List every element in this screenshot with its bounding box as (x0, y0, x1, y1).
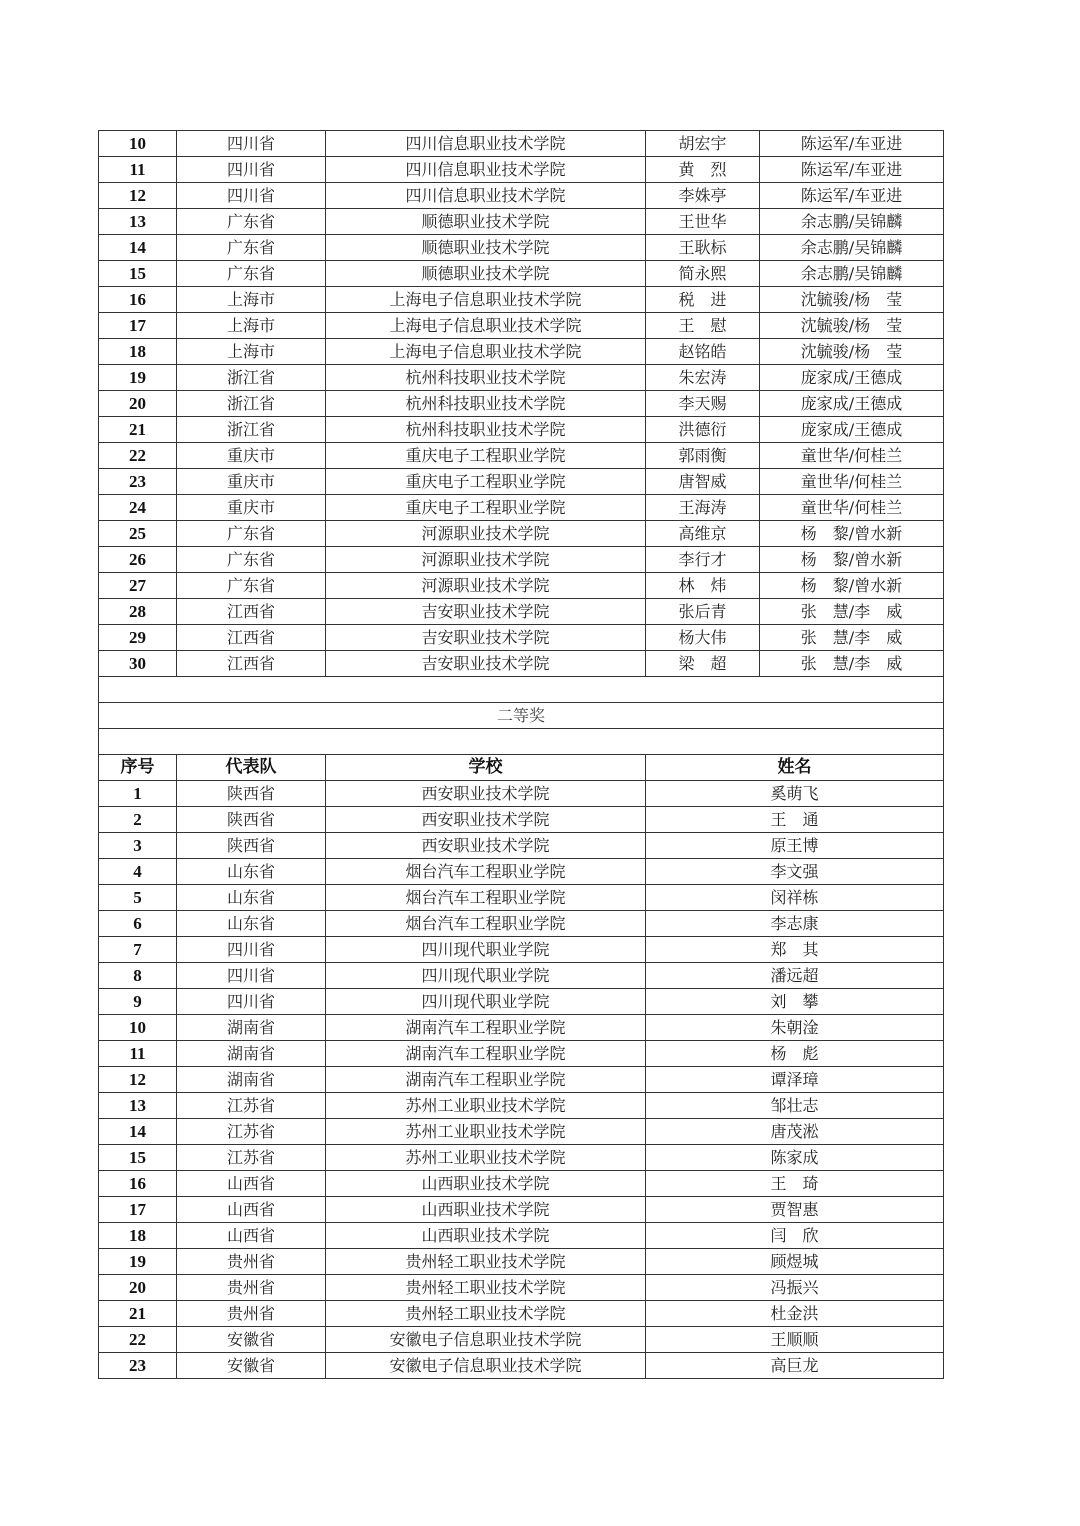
row-school: 西安职业技术学院 (326, 833, 646, 859)
row-school: 山西职业技术学院 (326, 1171, 646, 1197)
row-number: 21 (99, 1301, 177, 1327)
row-coach: 沈毓骏/杨 莹 (760, 339, 944, 365)
row-number: 1 (99, 781, 177, 807)
row-coach: 陈运军/车亚进 (760, 131, 944, 157)
row-team: 四川省 (177, 989, 326, 1015)
row-school: 四川信息职业技术学院 (326, 157, 646, 183)
header-no: 序号 (99, 755, 177, 781)
row-number: 2 (99, 807, 177, 833)
row-team: 山西省 (177, 1197, 326, 1223)
table-row (99, 287, 944, 313)
row-number: 6 (99, 911, 177, 937)
row-number: 22 (99, 443, 177, 469)
row-name: 郑 其 (646, 937, 944, 963)
row-number: 14 (99, 235, 177, 261)
row-name: 顾煜城 (646, 1249, 944, 1275)
row-name: 王顺顺 (646, 1327, 944, 1353)
row-school: 河源职业技术学院 (326, 521, 646, 547)
row-name: 高维京 (646, 521, 760, 547)
table-row (99, 157, 944, 183)
row-name: 赵铭皓 (646, 339, 760, 365)
row-team: 山东省 (177, 885, 326, 911)
row-school: 杭州科技职业技术学院 (326, 417, 646, 443)
row-school: 四川信息职业技术学院 (326, 131, 646, 157)
row-team: 陕西省 (177, 833, 326, 859)
row-name: 潘远超 (646, 963, 944, 989)
row-name: 王 通 (646, 807, 944, 833)
table-row (99, 495, 944, 521)
row-number: 15 (99, 261, 177, 287)
row-school: 贵州轻工职业技术学院 (326, 1301, 646, 1327)
row-team: 山东省 (177, 859, 326, 885)
row-school: 上海电子信息职业技术学院 (326, 287, 646, 313)
table-row (99, 209, 944, 235)
row-name: 胡宏宇 (646, 131, 760, 157)
row-school: 西安职业技术学院 (326, 807, 646, 833)
row-coach: 陈运军/车亚进 (760, 183, 944, 209)
row-team: 四川省 (177, 937, 326, 963)
row-school: 贵州轻工职业技术学院 (326, 1275, 646, 1301)
header-team: 代表队 (177, 755, 326, 781)
table-row (99, 1171, 944, 1197)
table-row (99, 1353, 944, 1379)
table-row (99, 1015, 944, 1041)
table-row (99, 1275, 944, 1301)
row-team: 江西省 (177, 599, 326, 625)
table-row (99, 235, 944, 261)
row-name: 李文强 (646, 859, 944, 885)
row-school: 安徽电子信息职业技术学院 (326, 1353, 646, 1379)
row-team: 陕西省 (177, 781, 326, 807)
row-number: 16 (99, 287, 177, 313)
table-row (99, 807, 944, 833)
row-number: 18 (99, 339, 177, 365)
row-school: 山西职业技术学院 (326, 1223, 646, 1249)
row-team: 山东省 (177, 911, 326, 937)
award-table (98, 130, 944, 1379)
row-team: 广东省 (177, 209, 326, 235)
row-number: 17 (99, 313, 177, 339)
table-row (99, 1145, 944, 1171)
row-team: 四川省 (177, 963, 326, 989)
row-number: 3 (99, 833, 177, 859)
row-coach: 童世华/何桂兰 (760, 443, 944, 469)
row-number: 21 (99, 417, 177, 443)
table-row (99, 573, 944, 599)
row-name: 王海涛 (646, 495, 760, 521)
row-team: 上海市 (177, 313, 326, 339)
row-team: 广东省 (177, 261, 326, 287)
row-number: 12 (99, 1067, 177, 1093)
table-row (99, 313, 944, 339)
table-row (99, 339, 944, 365)
row-name: 谭泽璋 (646, 1067, 944, 1093)
row-coach: 余志鹏/吴锦麟 (760, 209, 944, 235)
row-number: 11 (99, 1041, 177, 1067)
row-school: 烟台汽车工程职业学院 (326, 911, 646, 937)
row-team: 重庆市 (177, 443, 326, 469)
table-row (99, 1119, 944, 1145)
row-coach: 沈毓骏/杨 莹 (760, 313, 944, 339)
row-number: 8 (99, 963, 177, 989)
row-team: 陕西省 (177, 807, 326, 833)
row-name: 刘 攀 (646, 989, 944, 1015)
row-number: 5 (99, 885, 177, 911)
row-school: 吉安职业技术学院 (326, 599, 646, 625)
table-row (99, 1093, 944, 1119)
row-name: 杨大伟 (646, 625, 760, 651)
row-team: 上海市 (177, 287, 326, 313)
row-team: 江苏省 (177, 1119, 326, 1145)
row-team: 贵州省 (177, 1301, 326, 1327)
table-row (99, 885, 944, 911)
row-school: 贵州轻工职业技术学院 (326, 1249, 646, 1275)
table-row (99, 1197, 944, 1223)
row-school: 重庆电子工程职业学院 (326, 495, 646, 521)
row-team: 江苏省 (177, 1145, 326, 1171)
row-school: 山西职业技术学院 (326, 1197, 646, 1223)
row-name: 李行才 (646, 547, 760, 573)
row-name: 杜金洪 (646, 1301, 944, 1327)
row-school: 四川现代职业学院 (326, 937, 646, 963)
row-school: 杭州科技职业技术学院 (326, 365, 646, 391)
row-team: 重庆市 (177, 469, 326, 495)
row-school: 烟台汽车工程职业学院 (326, 885, 646, 911)
row-number: 12 (99, 183, 177, 209)
row-school: 顺德职业技术学院 (326, 235, 646, 261)
table-row (99, 859, 944, 885)
row-name: 王 琦 (646, 1171, 944, 1197)
row-number: 19 (99, 1249, 177, 1275)
row-name: 李志康 (646, 911, 944, 937)
row-team: 安徽省 (177, 1353, 326, 1379)
table-row (99, 443, 944, 469)
row-number: 27 (99, 573, 177, 599)
row-coach: 庞家成/王德成 (760, 391, 944, 417)
row-number: 11 (99, 157, 177, 183)
row-school: 安徽电子信息职业技术学院 (326, 1327, 646, 1353)
row-school: 四川信息职业技术学院 (326, 183, 646, 209)
row-coach: 庞家成/王德成 (760, 417, 944, 443)
row-number: 28 (99, 599, 177, 625)
table-row (99, 417, 944, 443)
row-name: 闵祥栋 (646, 885, 944, 911)
row-number: 22 (99, 1327, 177, 1353)
row-school: 湖南汽车工程职业学院 (326, 1041, 646, 1067)
row-number: 4 (99, 859, 177, 885)
row-team: 重庆市 (177, 495, 326, 521)
row-name: 贾智惠 (646, 1197, 944, 1223)
row-name: 奚萌飞 (646, 781, 944, 807)
row-coach: 童世华/何桂兰 (760, 469, 944, 495)
second-prize-section (99, 677, 944, 781)
table-row (99, 365, 944, 391)
row-team: 浙江省 (177, 391, 326, 417)
row-name: 唐智威 (646, 469, 760, 495)
row-team: 四川省 (177, 131, 326, 157)
row-school: 重庆电子工程职业学院 (326, 443, 646, 469)
table-row (99, 547, 944, 573)
row-number: 24 (99, 495, 177, 521)
row-name: 黄 烈 (646, 157, 760, 183)
table-row (99, 1041, 944, 1067)
row-name: 张后青 (646, 599, 760, 625)
row-team: 湖南省 (177, 1041, 326, 1067)
row-school: 上海电子信息职业技术学院 (326, 313, 646, 339)
row-name: 王 慰 (646, 313, 760, 339)
row-number: 17 (99, 1197, 177, 1223)
spacer-row (99, 729, 944, 755)
row-number: 13 (99, 1093, 177, 1119)
spacer-row (99, 677, 944, 703)
row-coach: 沈毓骏/杨 莹 (760, 287, 944, 313)
row-team: 江苏省 (177, 1093, 326, 1119)
row-name: 税 进 (646, 287, 760, 313)
row-number: 10 (99, 131, 177, 157)
row-name: 唐茂淞 (646, 1119, 944, 1145)
row-name: 原王博 (646, 833, 944, 859)
row-number: 23 (99, 1353, 177, 1379)
row-school: 重庆电子工程职业学院 (326, 469, 646, 495)
row-school: 西安职业技术学院 (326, 781, 646, 807)
row-number: 7 (99, 937, 177, 963)
row-name: 郭雨衡 (646, 443, 760, 469)
row-name: 简永熙 (646, 261, 760, 287)
table-row (99, 1249, 944, 1275)
row-name: 林 炜 (646, 573, 760, 599)
row-name: 洪德衍 (646, 417, 760, 443)
row-number: 23 (99, 469, 177, 495)
table-row (99, 781, 944, 807)
row-coach: 杨 黎/曾水新 (760, 521, 944, 547)
table-row (99, 1223, 944, 1249)
row-number: 20 (99, 391, 177, 417)
row-team: 江西省 (177, 651, 326, 677)
first-prize-rows (99, 131, 944, 677)
row-number: 25 (99, 521, 177, 547)
row-team: 安徽省 (177, 1327, 326, 1353)
row-team: 山西省 (177, 1171, 326, 1197)
row-team: 四川省 (177, 183, 326, 209)
row-name: 王世华 (646, 209, 760, 235)
row-number: 16 (99, 1171, 177, 1197)
table-row (99, 989, 944, 1015)
table-row (99, 651, 944, 677)
row-number: 9 (99, 989, 177, 1015)
row-school: 吉安职业技术学院 (326, 625, 646, 651)
row-school: 四川现代职业学院 (326, 989, 646, 1015)
row-school: 湖南汽车工程职业学院 (326, 1015, 646, 1041)
row-number: 19 (99, 365, 177, 391)
row-team: 湖南省 (177, 1067, 326, 1093)
row-school: 顺德职业技术学院 (326, 209, 646, 235)
table-row (99, 1067, 944, 1093)
table-row (99, 183, 944, 209)
table-row (99, 469, 944, 495)
row-name: 陈家成 (646, 1145, 944, 1171)
header-row (99, 755, 944, 781)
table-row (99, 131, 944, 157)
table-row (99, 911, 944, 937)
header-school: 学校 (326, 755, 646, 781)
row-number: 30 (99, 651, 177, 677)
row-name: 冯振兴 (646, 1275, 944, 1301)
row-school: 杭州科技职业技术学院 (326, 391, 646, 417)
table-row (99, 833, 944, 859)
row-number: 20 (99, 1275, 177, 1301)
row-school: 烟台汽车工程职业学院 (326, 859, 646, 885)
row-name: 高巨龙 (646, 1353, 944, 1379)
row-name: 梁 超 (646, 651, 760, 677)
second-prize-rows (99, 781, 944, 1379)
table-row (99, 261, 944, 287)
row-coach: 杨 黎/曾水新 (760, 547, 944, 573)
row-school: 苏州工业职业技术学院 (326, 1119, 646, 1145)
row-name: 朱朝淦 (646, 1015, 944, 1041)
row-coach: 杨 黎/曾水新 (760, 573, 944, 599)
row-name: 李天赐 (646, 391, 760, 417)
row-name: 闫 欣 (646, 1223, 944, 1249)
row-number: 10 (99, 1015, 177, 1041)
row-coach: 庞家成/王德成 (760, 365, 944, 391)
row-school: 河源职业技术学院 (326, 573, 646, 599)
row-school: 上海电子信息职业技术学院 (326, 339, 646, 365)
row-number: 18 (99, 1223, 177, 1249)
row-team: 四川省 (177, 157, 326, 183)
row-number: 15 (99, 1145, 177, 1171)
table-row (99, 937, 944, 963)
row-team: 浙江省 (177, 365, 326, 391)
row-name: 朱宏涛 (646, 365, 760, 391)
row-number: 13 (99, 209, 177, 235)
row-coach: 张 慧/李 威 (760, 599, 944, 625)
table-row (99, 521, 944, 547)
row-school: 苏州工业职业技术学院 (326, 1093, 646, 1119)
row-name: 邹壮志 (646, 1093, 944, 1119)
row-team: 上海市 (177, 339, 326, 365)
table-row (99, 625, 944, 651)
row-coach: 张 慧/李 威 (760, 625, 944, 651)
header-name: 姓名 (646, 755, 944, 781)
row-school: 苏州工业职业技术学院 (326, 1145, 646, 1171)
row-team: 贵州省 (177, 1249, 326, 1275)
row-team: 贵州省 (177, 1275, 326, 1301)
row-school: 吉安职业技术学院 (326, 651, 646, 677)
row-team: 广东省 (177, 547, 326, 573)
row-team: 广东省 (177, 235, 326, 261)
row-school: 湖南汽车工程职业学院 (326, 1067, 646, 1093)
row-team: 浙江省 (177, 417, 326, 443)
table-row (99, 1327, 944, 1353)
table-row (99, 599, 944, 625)
row-team: 山西省 (177, 1223, 326, 1249)
row-team: 江西省 (177, 625, 326, 651)
row-coach: 余志鹏/吴锦麟 (760, 235, 944, 261)
row-coach: 童世华/何桂兰 (760, 495, 944, 521)
row-number: 26 (99, 547, 177, 573)
row-coach: 余志鹏/吴锦麟 (760, 261, 944, 287)
row-name: 王耿标 (646, 235, 760, 261)
row-school: 顺德职业技术学院 (326, 261, 646, 287)
table-row (99, 1301, 944, 1327)
row-school: 河源职业技术学院 (326, 547, 646, 573)
table-row (99, 391, 944, 417)
row-number: 29 (99, 625, 177, 651)
section-title: 二等奖 (99, 703, 944, 729)
row-team: 湖南省 (177, 1015, 326, 1041)
row-team: 广东省 (177, 573, 326, 599)
row-name: 杨 彪 (646, 1041, 944, 1067)
section-title-row (99, 703, 944, 729)
row-school: 四川现代职业学院 (326, 963, 646, 989)
row-team: 广东省 (177, 521, 326, 547)
row-coach: 张 慧/李 威 (760, 651, 944, 677)
row-name: 李姝亭 (646, 183, 760, 209)
row-number: 14 (99, 1119, 177, 1145)
row-coach: 陈运军/车亚进 (760, 157, 944, 183)
table-row (99, 963, 944, 989)
